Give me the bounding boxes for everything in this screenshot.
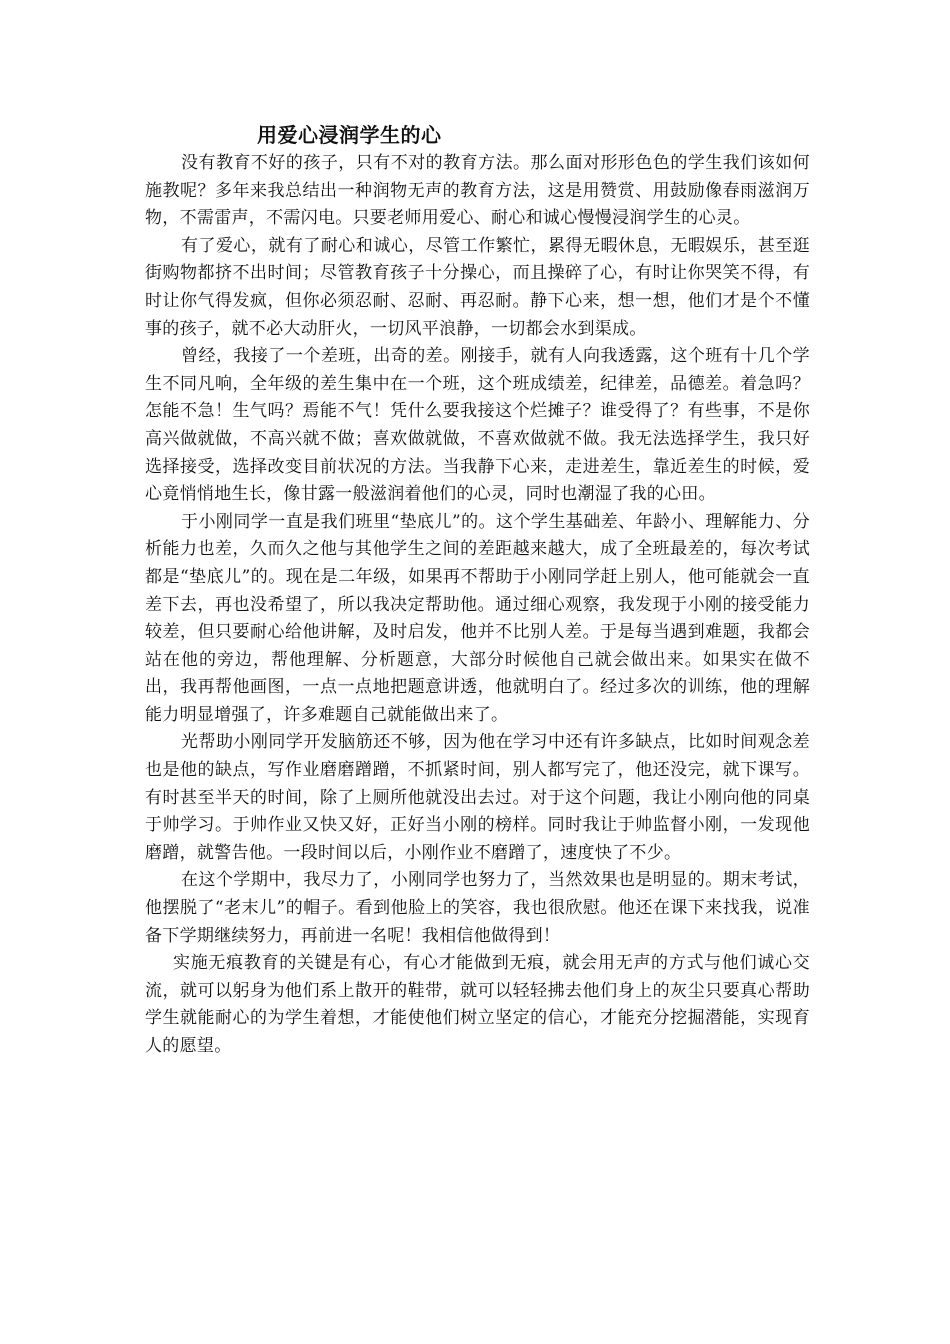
paragraph-7: 实施无痕教育的关键是有心，有心才能做到无痕，就会用无声的方式与他们诚心交流，就可以躬身为他们系上散开的鞋带，就可以轻轻拂去他们身上的灰尘只要真心帮助学生就能耐心的为学生着想，才能使他们树立坚定的信心，才能充分挖掘潜能，实现育人的愿望。 [145,953,810,1056]
paragraph-2: 有了爱心，就有了耐心和诚心，尽管工作繁忙，累得无暇休息，无暇娱乐，甚至逛街购物都挤不出时间；尽管教育孩子十分操心，而且操碎了心，有时让你哭笑不得，有时让你气得发疯，但你必须忍耐、忍耐、再忍耐。静下心来，想一想，他们才是个不懂事的孩子，就不必大动肝火，一切风平浪静，一切都会水到渠成。 [145,235,810,339]
paragraph-4: 于小刚同学一直是我们班里“垫底儿”的。这个学生基础差、年龄小、理解能力、分析能力也差，久而久之他与其他学生之间的差距越来越大，成了全班最差的，每次考试都是“垫底儿”的。现在是二年级，如果再不帮助于小刚同学赶上别人，他可能就会一直差下去，再也没希望了，所以我决定帮助他。通过细心观察，我发现于小刚的接受能力较差，但只要耐心给他讲解，及时启发，他并不比别人差。于是每当遇到难题，我都会站在他的旁边，帮他理解、分析题意，大部分时候他自己就会做出来。如果实在做不出，我再帮他画图，一点一点地把题意讲透，他就明白了。经过多次的训练，他的理解能力明显增强了，许多难题自己就能做出来了。 [145,511,810,725]
paragraph-6: 在这个学期中，我尽力了，小刚同学也努力了，当然效果也是明显的。期末考试，他摆脱了“老末儿”的帽子。看到他脸上的笑容，我也很欣慰。他还在课下来找我，说准备下学期继续努力，再前进一名呢！我相信他做得到！ [145,870,810,946]
document-page [145,120,810,1061]
paragraph-5: 光帮助小刚同学开发脑筋还不够，因为他在学习中还有许多缺点，比如时间观念差也是他的缺点，写作业磨磨蹭蹭，不抓紧时间，别人都写完了，他还没完，就下课写。有时甚至半天的时间，除了上厕所他就没出去过。对于这个问题，我让小刚向他的同桌于帅学习。于帅作业又快又好，正好当小刚的榜样。同时我让于帅监督小刚，一发现他磨蹭，就警告他。一段时间以后，小刚作业不磨蹭了，速度快了不少。 [145,732,810,863]
paragraph-1: 没有教育不好的孩子，只有不对的教育方法。那么面对形形色色的学生我们该如何施教呢？多年来我总结出一种润物无声的教育方法，这是用赞赏、用鼓励像春雨滋润万物，不需雷声，不需闪电。只要老师用爱心、耐心和诚心慢慢浸润学生的心灵。 [145,153,810,229]
paragraph-3: 曾经，我接了一个差班，出奇的差。刚接手，就有人向我透露，这个班有十几个学生不同凡响，全年级的差生集中在一个班，这个班成绩差，纪律差，品德差。着急吗？怎能不急！生气吗？焉能不气！凭什么要我接这个烂摊子？谁受得了？有些事，不是你高兴做就做，不高兴就不做；喜欢做就做，不喜欢做就不做。我无法选择学生，我只好选择接受，选择改变目前状况的方法。当我静下心来，走进差生，靠近差生的时候，爱心竟悄悄地生长，像甘露一般滋润着他们的心灵，同时也潮湿了我的心田。 [145,346,810,505]
document-title: 用爱心浸润学生的心 [257,123,442,147]
